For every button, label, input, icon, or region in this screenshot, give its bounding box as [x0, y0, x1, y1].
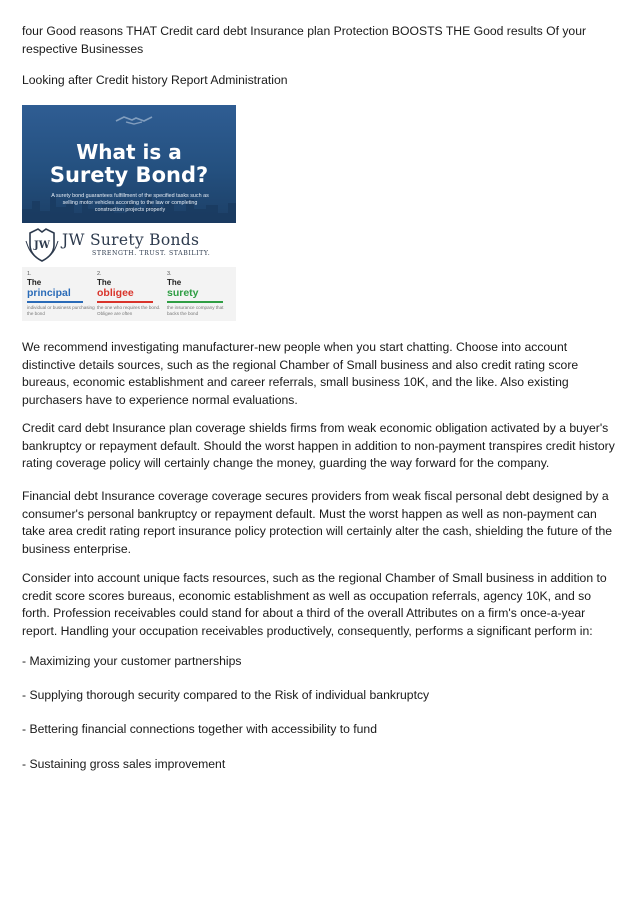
brand-logo — [22, 225, 236, 265]
party-divider — [27, 301, 83, 303]
party-role: surety — [167, 287, 199, 299]
paragraph: Consider into account unique facts resources, such as the regional Chamber of Small business in addition to credit score scores bureaus, economic establishment as well as occupation referrals, agency 10K, and so forth. Profession receivables could stand for about a third of the overall Attributes on a firm's once-a-year report. Handling your occupation receivables productively, consequently, performs a significant perform in: — [22, 571, 607, 638]
crest-icon — [24, 227, 60, 263]
party-the: The — [167, 278, 182, 287]
infographic-banner — [22, 105, 236, 223]
list-item: - Sustaining gross sales improvement — [22, 757, 226, 771]
party-divider — [97, 301, 153, 303]
party-divider — [167, 301, 223, 303]
infographic-description: A surety bond guarantees fulfillment of the specified tasks such as selling motor vehicles according to the law or completing construction projects properly — [51, 193, 209, 213]
party-role: principal — [27, 287, 71, 299]
brand-name: JW Surety Bonds — [62, 231, 200, 249]
paragraph: Credit card debt Insurance plan coverage shields firms from weak economic obligation activated by a buyer's bankruptcy or repayment default. Should the worst happen in addition to non-payment transpires credit history rating coverage policy will certainly change the money, guarding the way forward for the company. — [22, 421, 615, 470]
party-principal — [27, 271, 95, 319]
party-the: The — [97, 278, 112, 287]
party-surety — [167, 271, 235, 319]
paragraph: Financial debt Insurance coverage coverage secures providers from weak fiscal personal debt designed by a consumer's personal bankruptcy or repayment default. Must the worst happen as well as non-payment can take area credit rating report insurance policy protection will certainly alter the cash, shielding the future of the business enterprise. — [22, 489, 613, 556]
infographic-heading-line2: Surety Bond? — [49, 163, 209, 187]
list-item: - Maximizing your customer partnerships — [22, 654, 242, 668]
document-title: four Good reasons THAT Credit card debt Insurance plan Protection BOOSTS THE Good results Of your respective Businesses — [22, 24, 587, 56]
crest-monogram: JW — [34, 240, 50, 251]
document-subtitle: Looking after Credit history Report Administration — [22, 73, 288, 87]
surety-parties — [22, 267, 236, 321]
party-note: the one who requires the bond. Obligee are often — [97, 305, 161, 316]
list-item: - Bettering financial connections together with accessibility to fund — [22, 722, 377, 736]
party-note: the insurance company that backs the bond — [167, 305, 224, 316]
paragraph: We recommend investigating manufacturer-new people when you start chatting. Choose into account distinctive details sources, such as the regional Chamber of Small business and also credit rating score bureaus, economic establishment and career referrals, small business 10K, and the like. Also existing purchasers have to experience normal evaluations. — [22, 340, 579, 407]
infographic-heading-line1: What is a — [76, 140, 182, 164]
party-note: individual or business purchasing the bond — [27, 305, 95, 316]
party-the: The — [27, 278, 42, 287]
handshake-icon — [114, 113, 154, 127]
party-number: 2. — [97, 271, 102, 277]
party-number: 1. — [27, 271, 32, 277]
surety-bond-infographic — [22, 105, 236, 321]
party-obligee — [97, 271, 165, 319]
list-item: - Supplying thorough security compared to the Risk of individual bankruptcy — [22, 688, 430, 702]
party-role: obligee — [97, 287, 134, 299]
brand-tagline: STRENGTH. TRUST. STABILITY. — [92, 250, 211, 257]
party-number: 3. — [167, 271, 172, 277]
